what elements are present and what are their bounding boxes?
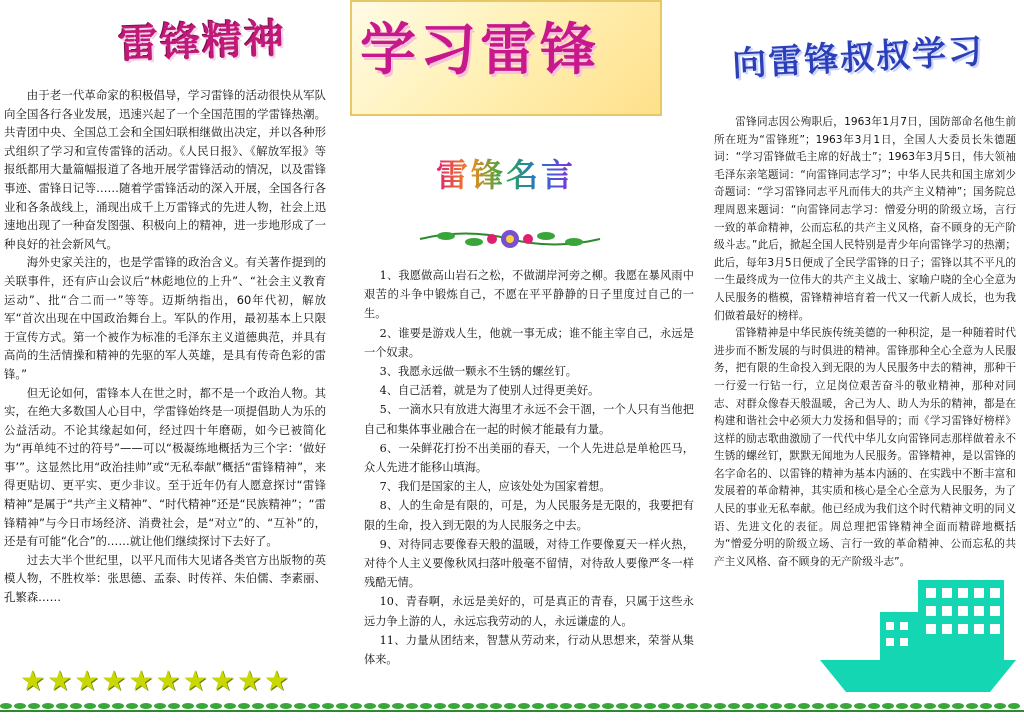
vine-leaf — [700, 703, 712, 709]
vine-border — [0, 698, 1024, 724]
vine-leaf — [350, 703, 362, 709]
vine-leaf — [70, 703, 82, 709]
vine-leaf — [322, 703, 334, 709]
vine-leaf — [154, 703, 166, 709]
vine-leaf — [658, 703, 670, 709]
vine-leaf — [490, 703, 502, 709]
vine-leaf — [910, 703, 922, 709]
vine-leaf — [840, 703, 852, 709]
quote-item: 1、我愿做高山岩石之松，不做湖岸河旁之柳。我愿在暴风雨中艰苦的斗争中锻炼自己，不愿在平平静静的日子里度过自己的一生。 — [364, 269, 694, 321]
vine-leaf — [924, 703, 936, 709]
vine-leaf — [238, 703, 250, 709]
vine-leaf — [980, 703, 992, 709]
vine-leaf — [280, 703, 292, 709]
left-paragraph: 但无论如何，雷锋本人在世之时，都不是一个政治人物。其实，在绝大多数国人心目中，学雷锋始终是一项提倡助人为乐的公益活动。不论其缘起如何，经过四十年磨砺，如今已被简化为“再单纯不过的符号”——可以“极凝练地概括为三个字：‘做好事’”。这显然比用“政治挂帅”或“无私奉献”概括“雷锋精神”，来得更贴切、更平实、更少非议。至于近年仍有人愿意探讨“雷锋精神”是属于“共产主义精神”、“时代精神”还是“民族精神”；“雷锋精神”与今日市场经济、消费社会，是“对立”的、“互补”的，还是有可能“化合”的……就让他们继续探讨下去好了。 — [4, 385, 326, 549]
vine-leaf — [308, 703, 320, 709]
vine-leaf — [140, 703, 152, 709]
vine-leaf — [770, 703, 782, 709]
vine-leaf — [994, 703, 1006, 709]
vine-leaf — [378, 703, 390, 709]
vine-leaf — [42, 703, 54, 709]
vine-leaf — [56, 703, 68, 709]
vine-leaf — [826, 703, 838, 709]
vine-leaf — [462, 703, 474, 709]
star-row: ★★★★★★★★★★ — [20, 664, 292, 697]
vine-leaf — [476, 703, 488, 709]
heading-leifeng-spirit: 雷锋精神 — [117, 15, 287, 68]
vine-leaf — [812, 703, 824, 709]
vine-leaf — [504, 703, 516, 709]
quote-item: 10、青春啊，永远是美好的，可是真正的青春，只属于这些永远力争上游的人，永远忘我劳动的人，永远谦虚的人。 — [364, 595, 694, 628]
vine-leaf — [630, 703, 642, 709]
right-paragraph: 雷锋精神是中华民族传统美德的一种积淀，是一种随着时代进步而不断发展的与时俱进的精神。雷锋那种全心全意为人民服务，把有限的生命投入到无限的为人民服务中去的精神，那种干一行爱一行钻一行，立足岗位艰苦奋斗的敬业精神，那种对同志、对群众像春天般温暖，舍己为人、助人为乐的精神，都是在构建和谐社会中必须大力发扬和倡导的；而《学习雷锋好榜样》这样的励志歌曲激励了一代代中华儿女向雷锋同志那样做着永不生锈的螺丝钉，默默无闻地为人民服务。雷锋精神，是以雷锋的名字命名的、以雷锋的精神为基本内涵的、在实践中不断丰富和发展着的革命精神，其实质和核心是全心全意为人民服务，为了人民的事业无私奉献。他已经成为我们这个时代精神文明的同义语、先进文化的表征。周总理把雷锋精神全面而精辟地概括为“憎爱分明的阶级立场、言行一致的革命精神、公而忘私的共产主义风格、奋不顾身的无产阶级斗志”。 — [714, 327, 1016, 568]
right-paragraph: 雷锋同志因公殉职后，1963年1月7日，国防部命名他生前所在班为“雷锋班”；1963年3月1日，全国人大委员长朱德题词：“学习雷锋做毛主席的好战士”；1963年3月5日，伟大领袖毛泽东亲笔题词：“向雷锋同志学习”；中华人民共和国主席刘少奇题词：“学习雷锋同志平凡而伟大的共产主义精神”；国务院总理周恩来题词：“向雷锋同志学习：憎爱分明的阶级立场，言行一致的革命精神，公而忘私的共产主义风格，奋不顾身的无产阶级斗志。”此后，掀起全国人民特别是青少年向雷锋学习的热潮；此后，每年3月5日便成了全民学雷锋的日子；雷锋以其不平凡的一生最终成为一位伟大的共产主义战士、家喻户晓的全心全意为人民服务的楷模，雷锋精神培育着一代又一代新人成长，也为我们做着最好的榜样。 — [714, 116, 1016, 322]
vine-leaf — [126, 703, 138, 709]
vine-leaf — [798, 703, 810, 709]
vine-leaf — [588, 703, 600, 709]
vine-leaf — [756, 703, 768, 709]
vine-leaf — [0, 703, 12, 709]
vine-leaf — [182, 703, 194, 709]
vine-leaf — [672, 703, 684, 709]
vine-leaf — [896, 703, 908, 709]
vine-leaf — [406, 703, 418, 709]
quote-item: 5、一滴水只有放进大海里才永远不会干涸，一个人只有当他把自己和集体事业融合在一起的时候才能最有力量。 — [364, 403, 694, 436]
vine-leaf — [938, 703, 950, 709]
vine-leaf — [252, 703, 264, 709]
vine-leaf — [966, 703, 978, 709]
vine-leaf — [84, 703, 96, 709]
vine-leaf — [602, 703, 614, 709]
left-paragraph: 海外史家关注的，也是学雷锋的政治含义。有关著作提到的关联事件，还有庐山会议后“林彪地位的上升”、“社会主义教育运动”、批“合二而一”等等。迈斯纳指出，60年代初，解放军“首次出现在中国政治舞台上。军队的作用，最初基本上只限于宣传方式。第一个被作为标准的毛泽东主义道德典范，并具有高尚的生活情操和精神的先驱的军人英雄，是具有传奇色彩的雷锋。” — [4, 255, 326, 381]
left-paragraph: 由于老一代革命家的积极倡导，学习雷锋的活动很快从军队向全国各行各业发展，迅速兴起了一个全国范围的学雷锋热潮。共青团中央、全国总工会和全国妇联相继做出决定，并以各种形式组织了学习和宣传雷锋的活动。《人民日报》、《解放军报》等报纸都用大量篇幅报道了各地开展学雷锋活动的情况，以及雷锋事迹、雷锋日记等……随着学雷锋活动的深入开展，全国各行各业和各条战线上，涌现出成千上万雷锋式的先进人物，社会上迅速地出现了一种奋发图强、积极向上的精神，进一步地形成了一种良好的社会新风气。 — [4, 88, 326, 251]
vine-leaf — [196, 703, 208, 709]
vine-leaf — [882, 703, 894, 709]
vine-leaf — [434, 703, 446, 709]
vine-leaf — [224, 703, 236, 709]
vine-leaf — [952, 703, 964, 709]
quote-item: 8、人的生命是有限的，可是，为人民服务是无限的，我要把有限的生命，投入到无限的为人民服务之中去。 — [364, 499, 694, 532]
heading-learn-from-leifeng: 向雷锋叔叔学习 — [731, 31, 986, 85]
vine-leaf — [210, 703, 222, 709]
vine-leaf — [616, 703, 628, 709]
vine-leaf — [784, 703, 796, 709]
vine-leaf — [1008, 703, 1020, 709]
quote-item: 2、谁要是游戏人生，他就一事无成；谁不能主宰自己，永远是一个奴隶。 — [364, 326, 694, 359]
banner-title: 学习雷锋 — [360, 17, 600, 83]
vine-leaf — [420, 703, 432, 709]
vine-leaf — [854, 703, 866, 709]
vine-leaf — [392, 703, 404, 709]
vine-leaf — [868, 703, 880, 709]
vine-leaf — [448, 703, 460, 709]
vine-leaf — [574, 703, 586, 709]
quote-item: 7、我们是国家的主人，应该处处为国家着想。 — [379, 480, 611, 494]
left-paragraph: 过去大半个世纪里，以平凡而伟大见诸各类官方出版物的英模人物，不胜枚举：张思德、孟泰、时传祥、朱伯儒、李素丽、孔繁森…… — [4, 552, 326, 605]
vine-leaf — [266, 703, 278, 709]
vine-leaf — [336, 703, 348, 709]
vine-leaf — [546, 703, 558, 709]
right-article — [714, 114, 1016, 571]
vine-leaf — [518, 703, 530, 709]
vine-leaf — [532, 703, 544, 709]
left-article — [4, 86, 326, 607]
quote-item: 9、对待同志要像春天般的温暖，对待工作要像夏天一样火热，对待个人主义要像秋风扫落叶般毫不留情，对待敌人要像严冬一样残酷无情。 — [364, 537, 694, 590]
vine-leaf — [98, 703, 110, 709]
vine-leaf — [28, 703, 40, 709]
vine-leaf — [644, 703, 656, 709]
quote-item: 3、我愿永远做一颗永不生锈的螺丝钉。 — [379, 365, 577, 379]
vine-leaf — [294, 703, 306, 709]
vine-leaf — [112, 703, 124, 709]
vine-leaf — [714, 703, 726, 709]
quote-item: 6、一朵鲜花打扮不出美丽的春天，一个人先进总是单枪匹马，众人先进才能移山填海。 — [364, 441, 694, 475]
quotes-heading: 雷锋名言 — [436, 150, 576, 196]
quote-item: 11、力量从团结来，智慧从劳动来，行动从思想来，荣誉从集体来。 — [364, 633, 694, 667]
vine-leaf — [686, 703, 698, 709]
vine-leaf — [560, 703, 572, 709]
quotes-list — [364, 266, 694, 669]
vine-leaf — [168, 703, 180, 709]
vine-leaf — [14, 703, 26, 709]
vine-leaf — [742, 703, 754, 709]
vine-leaf — [728, 703, 740, 709]
flower-divider-icon — [416, 226, 604, 252]
vine-leaf — [364, 703, 376, 709]
quote-item: 4、自己活着，就是为了使别人过得更美好。 — [379, 384, 600, 398]
building-icon — [820, 572, 1016, 692]
